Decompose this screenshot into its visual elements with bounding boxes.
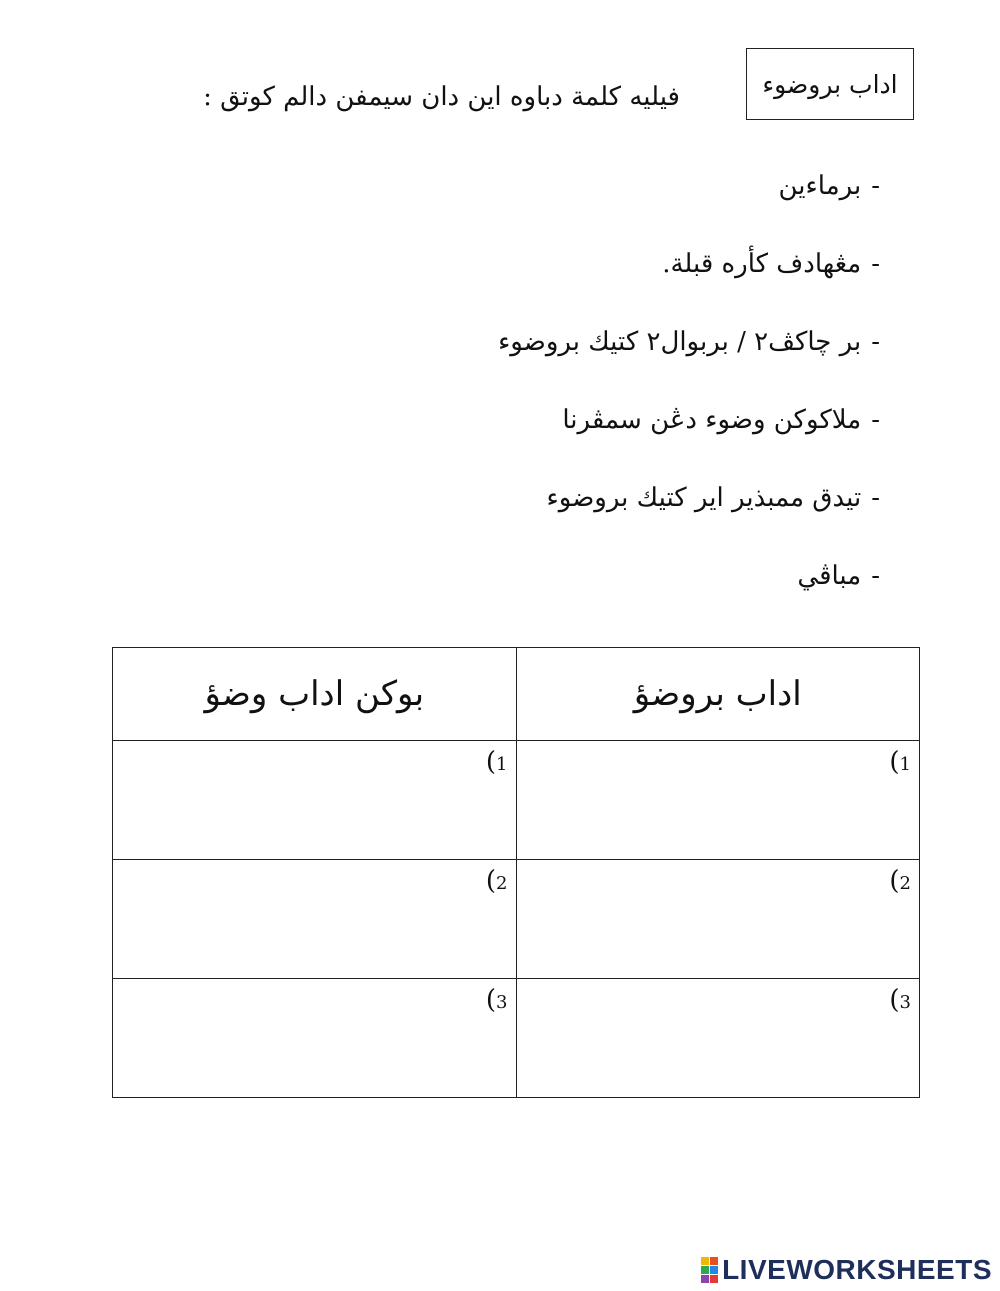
- drop-zone-bukan-adab-2[interactable]: [113, 860, 517, 979]
- row-number: 3: [899, 992, 911, 1013]
- list-item[interactable]: [498, 472, 880, 550]
- list-item[interactable]: [498, 160, 880, 238]
- drop-zone-bukan-adab-3[interactable]: [113, 979, 517, 1098]
- row-number: 1: [496, 754, 508, 775]
- drop-zone-adab-3[interactable]: [516, 979, 920, 1098]
- row-number: 2: [899, 873, 911, 894]
- list-item-text: بر چاكڤ٢ / بربوال٢ كتيك بروضوء: [498, 327, 862, 357]
- title-box: [746, 48, 914, 120]
- table-row: [113, 979, 920, 1098]
- list-dash: -: [871, 327, 880, 357]
- table-row: [113, 860, 920, 979]
- table-row: [113, 741, 920, 860]
- liveworksheets-brand: [701, 1254, 992, 1286]
- liveworksheets-logo-icon: [701, 1257, 718, 1283]
- answer-table: [112, 647, 920, 1098]
- list-dash: -: [871, 171, 880, 201]
- row-number: 1: [899, 754, 911, 775]
- list-dash: -: [871, 561, 880, 591]
- row-paren: ): [485, 747, 497, 777]
- list-dash: -: [871, 483, 880, 513]
- list-item[interactable]: [498, 394, 880, 472]
- title-text: اداب بروضوء: [762, 69, 898, 99]
- word-list: [498, 160, 880, 628]
- header-adab-berwudhu: اداب بروضؤ: [516, 648, 920, 741]
- list-item-text: مباڤي: [797, 561, 862, 591]
- instruction-text: فيليه كلمة دباوه اين دان سيمفن دالم كوتق :: [203, 82, 680, 112]
- row-paren: ): [485, 985, 497, 1015]
- row-paren: ): [485, 866, 497, 896]
- list-item-text: تيدق ممبذير اير كتيك بروضوء: [546, 483, 862, 513]
- list-dash: -: [871, 249, 880, 279]
- drop-zone-adab-2[interactable]: [516, 860, 920, 979]
- row-paren: ): [889, 866, 900, 896]
- brand-text: LIVEWORKSHEETS: [722, 1254, 992, 1285]
- row-number: 3: [496, 992, 508, 1013]
- list-item[interactable]: [498, 550, 880, 628]
- row-number: 2: [496, 873, 508, 894]
- list-item-text: ملاكوكن وضوء دڠن سمڤرنا: [562, 405, 862, 435]
- row-paren: ): [889, 985, 900, 1015]
- list-item[interactable]: [498, 316, 880, 394]
- row-paren: ): [889, 747, 900, 777]
- list-item-text: مڠهادف كأره قبلة.: [662, 249, 862, 279]
- header-bukan-adab-wudhu: بوكن اداب وضؤ: [113, 648, 517, 741]
- list-item-text: برماءين: [778, 171, 862, 201]
- drop-zone-bukan-adab-1[interactable]: [113, 741, 517, 860]
- list-item[interactable]: [498, 238, 880, 316]
- list-dash: -: [871, 405, 880, 435]
- drop-zone-adab-1[interactable]: [516, 741, 920, 860]
